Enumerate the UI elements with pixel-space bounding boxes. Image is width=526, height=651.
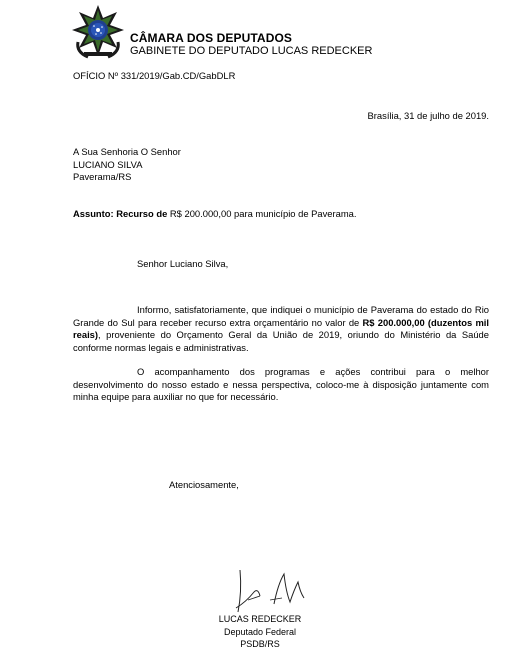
signer-block — [200, 613, 320, 651]
recipient-name: LUCIANO SILVA — [73, 158, 143, 170]
subject-text: R$ 200.000,00 para município de Paverama. — [167, 208, 357, 219]
paragraph-2-text: O acompanhamento dos programas e ações contribui para o melhor desenvolvimento do nosso estado e nessa perspectiva, coloco-me à disposição juntamente com minha equipe para auxiliar no que for necessário. — [73, 366, 489, 402]
paragraph-1 — [73, 304, 489, 354]
paragraph-1-text: Informo, satisfatoriamente, que indiquei o município de Paverama do estado do Rio Grande do Sul para receber recurso extra orçamentário no valor de — [73, 304, 489, 328]
recipient-location: Paverama/RS — [73, 171, 132, 182]
letterhead-title: CÂMARA DOS DEPUTADOS — [130, 31, 293, 45]
recipient-block — [73, 146, 181, 184]
document-reference: OFÍCIO Nº 331/2019/Gab.CD/GabDLR — [73, 70, 236, 81]
subject-line — [73, 208, 356, 221]
subject-label: Assunto: — [73, 208, 114, 219]
document-date: Brasília, 31 de julho de 2019. — [367, 110, 489, 121]
paragraph-1-text-end: , proveniente do Orçamento Geral da União de 2019, oriundo do Ministério da Saúde conforme normas legais e administrativas. — [73, 329, 489, 353]
paragraph-1-amount: R$ 200.000,00 (duzentos mil reais) — [73, 316, 489, 340]
recipient-line-1: A Sua Senhoria O Senhor — [73, 146, 181, 157]
signer-name: LUCAS REDECKER — [218, 614, 302, 624]
salutation: Senhor Luciano Silva, — [137, 258, 229, 269]
coat-of-arms-icon — [70, 4, 126, 60]
letterhead-subtitle: GABINETE DO DEPUTADO LUCAS REDECKER — [130, 45, 373, 57]
subject-bold: Recurso de — [116, 208, 168, 219]
handwritten-signature — [230, 562, 340, 618]
signer-role: Deputado Federal — [223, 626, 297, 637]
signer-party: PSDB/RS — [240, 639, 280, 649]
closing: Atenciosamente, — [169, 479, 239, 490]
paragraph-2 — [73, 366, 489, 404]
